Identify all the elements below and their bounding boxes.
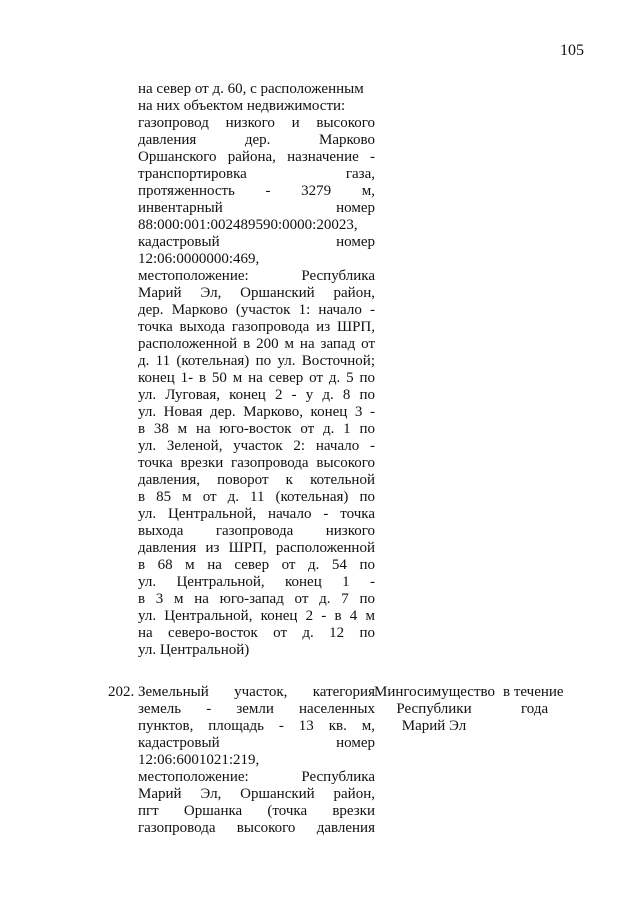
description-line: точка врезки газопровода высокого: [138, 455, 375, 471]
row-description: [138, 684, 375, 837]
description-line: ул. Центральной): [138, 642, 250, 658]
description-line: на северо-восток от д. 12 по: [138, 625, 375, 641]
description-line: расположенной в 200 м на запад от: [138, 336, 375, 352]
row-number: 202.: [108, 684, 135, 700]
organization-line: Республики: [396, 701, 472, 717]
row-description-line: пгт Оршанка (точка врезки: [138, 803, 375, 819]
description-line: давления дер. Марково: [138, 132, 375, 148]
description-line: давления, поворот к котельной: [138, 472, 375, 488]
row-term: [503, 684, 569, 718]
row-description-line: земель - земли населенных: [138, 701, 375, 717]
description-line: ул. Центральной, конец 1 -: [138, 574, 375, 590]
row-organization: [374, 684, 494, 735]
description-line: ул. Луговая, конец 2 - у д. 8 по: [138, 387, 375, 403]
row-description-line: местоположение: Республика: [138, 769, 375, 785]
description-line: газопровод низкого и высокого: [138, 115, 375, 131]
description-line: Оршанского района, назначение -: [138, 149, 375, 165]
description-line: Марий Эл, Оршанский район,: [138, 285, 375, 301]
description-line: инвентарный номер: [138, 200, 375, 216]
description-line: выхода газопровода низкого: [138, 523, 375, 539]
description-line: в 3 м на юго-запад от д. 7 по: [138, 591, 375, 607]
description-line: в 85 м от д. 11 (котельная) по: [138, 489, 375, 505]
description-line: ул. Зеленой, участок 2: начало -: [138, 438, 375, 454]
description-line: ул. Центральной, начало - точка: [138, 506, 375, 522]
term-line: года: [521, 701, 549, 717]
description-line: точка выхода газопровода из ШРП,: [138, 319, 375, 335]
term-line: в течение: [503, 684, 564, 700]
row-description-line: 12:06:6001021:219,: [138, 752, 260, 768]
description-line: в 38 м на юго-восток от д. 1 по: [138, 421, 375, 437]
description-line: д. 11 (котельная) по ул. Восточной;: [138, 353, 375, 369]
continued-description: [138, 81, 375, 659]
page-number: 105: [560, 42, 584, 59]
organization-line: Мингосимущество: [374, 684, 495, 700]
row-description-line: Земельный участок, категория: [138, 684, 375, 700]
description-line: ул. Новая дер. Марково, конец 3 -: [138, 404, 375, 420]
description-line: 88:000:001:002489590:0000:20023,: [138, 217, 358, 233]
organization-line: Марий Эл: [401, 718, 467, 734]
description-line: давления из ШРП, расположенной: [138, 540, 375, 556]
row-description-line: газопровода высокого давления: [138, 820, 375, 836]
description-line: на север от д. 60, с расположенным: [138, 81, 364, 97]
description-line: местоположение: Республика: [138, 268, 375, 284]
row-description-line: Марий Эл, Оршанский район,: [138, 786, 375, 802]
row-description-line: кадастровый номер: [138, 735, 375, 751]
description-line: протяженность - 3279 м,: [138, 183, 375, 199]
description-line: на них объектом недвижимости:: [138, 98, 346, 114]
row-description-line: пунктов, площадь - 13 кв. м,: [138, 718, 375, 734]
description-line: конец 1- в 50 м на север от д. 5 по: [138, 370, 375, 386]
description-line: в 68 м на север от д. 54 по: [138, 557, 375, 573]
description-line: дер. Марково (участок 1: начало -: [138, 302, 375, 318]
description-line: кадастровый номер: [138, 234, 375, 250]
description-line: транспортировка газа,: [138, 166, 375, 182]
description-line: ул. Центральной, конец 2 - в 4 м: [138, 608, 375, 624]
description-line: 12:06:0000000:469,: [138, 251, 260, 267]
